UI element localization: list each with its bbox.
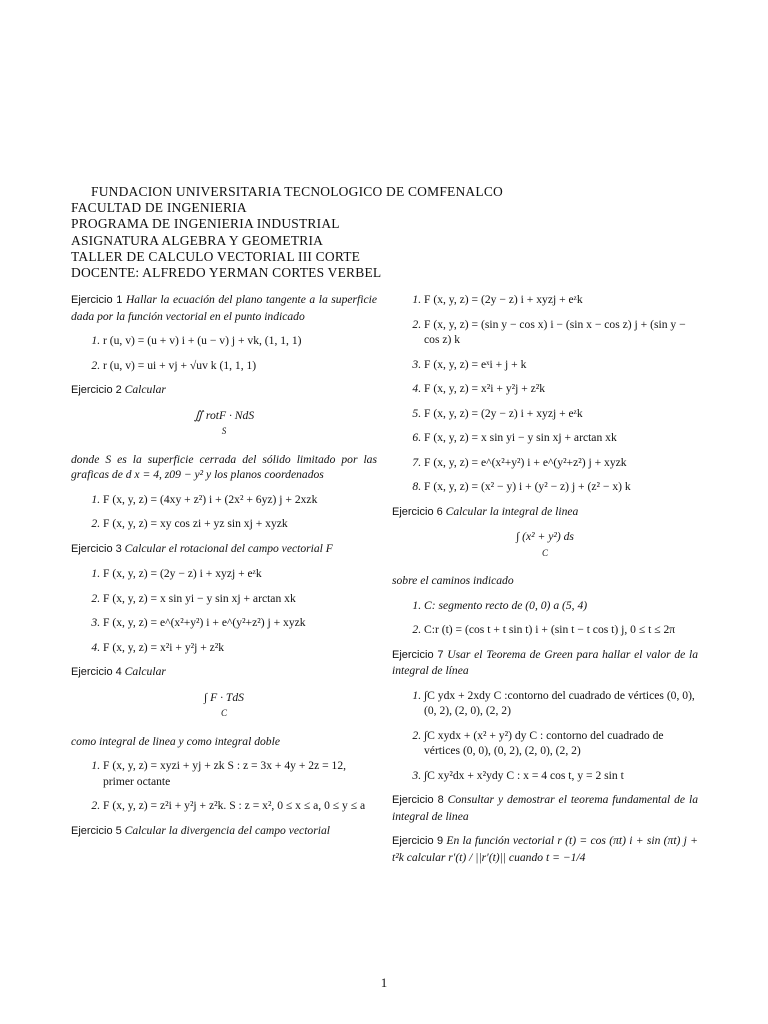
- page-number: 1: [380, 975, 388, 990]
- list-item: 2. C:r (t) = (cos t + t sin t) i + (sin t − t cos t) j, 0 ≤ t ≤ 2π: [424, 622, 698, 638]
- exercise-2-text: Calcular: [124, 383, 166, 396]
- list-item: 1. ∫C ydx + 2xdy C :contorno del cuadrado de vértices (0, 0), (0, 2), (2, 0), (2, 2): [424, 688, 698, 719]
- exercise-2-list: [71, 492, 377, 532]
- list-item: 4. F (x, y, z) = x²i + y²j + z²k: [103, 640, 377, 656]
- document-header: [71, 184, 503, 281]
- exercise-3-label: Ejercicio 3: [71, 542, 122, 555]
- list-item: 3. ∫C xy²dx + x²ydy C : x = 4 cos t, y = 2 sin t: [424, 768, 698, 784]
- exercise-8-text: Consultar y demostrar el teorema fundamental de la integral de linea: [392, 793, 698, 823]
- exercise-5-text: Calcular la divergencia del campo vectorial: [124, 823, 330, 837]
- formula-subscript: C: [220, 708, 227, 718]
- exercise-6-text: Calcular la integral de linea: [445, 504, 579, 518]
- list-item: 2. F (x, y, z) = xy cos zi + yz sin xj + xyzk: [103, 516, 377, 532]
- exercise-2: [71, 382, 377, 399]
- list-item: 2. F (x, y, z) = x sin yi − y sin xj + arctan xk: [103, 591, 377, 607]
- header-line-institution: FUNDACION UNIVERSITARIA TECNOLOGICO DE COMFENALCO: [91, 184, 503, 199]
- list-item: 3. F (x, y, z) = eˣi + j + k: [424, 357, 698, 373]
- exercise-2-after: donde S es la superficie cerrada del sólido limitado por las graficas de d x = 4, z09 − y² y los planos coordenados: [71, 452, 377, 481]
- formula: ∫ (x² + y²) ds: [516, 530, 574, 543]
- list-item: 8. F (x, y, z) = (x² − y) i + (y² − z) j + (z² − x) k: [424, 479, 698, 495]
- right-column: [392, 292, 698, 874]
- exercise-2-formula: [71, 408, 377, 440]
- exercise-6-label: Ejercicio 6: [392, 505, 443, 518]
- exercise-7: [392, 647, 698, 679]
- formula: ∫ F · TdS: [204, 690, 244, 704]
- exercise-8: [392, 792, 698, 824]
- list-item: 2. ∫C xydx + (x² + y²) dy C : contorno del cuadrado de vértices (0, 0), (0, 2), (2, 0), (2, 2): [424, 728, 698, 759]
- list-item: 6. F (x, y, z) = x sin yi − y sin xj + arctan xk: [424, 430, 698, 446]
- left-column: [71, 292, 377, 848]
- list-item: 3. F (x, y, z) = e^(x²+y²) i + e^(y²+z²) j + xyzk: [103, 615, 377, 631]
- exercise-1-label: Ejercicio 1: [71, 294, 123, 306]
- list-item: 2. r (u, v) = ui + vj + √uv k (1, 1, 1): [103, 358, 377, 374]
- exercise-7-list: [392, 688, 698, 784]
- exercise-1-list: [71, 333, 377, 373]
- exercise-2-label: Ejercicio 2: [71, 384, 122, 396]
- header-line-workshop: TALLER DE CALCULO VECTORIAL III CORTE: [71, 248, 361, 264]
- list-item: 5. F (x, y, z) = (2y − z) i + xyzj + eᶻk: [424, 406, 698, 422]
- exercise-9: [392, 833, 698, 865]
- exercise-8-label: Ejercicio 8: [392, 794, 444, 806]
- list-item: 1. F (x, y, z) = xyzi + yj + zk S : z = 3x + 4y + 2z = 12, primer octante: [103, 758, 377, 789]
- exercise-4-list: [71, 758, 377, 814]
- exercise-5: [71, 823, 377, 840]
- exercise-4-text: Calcular: [124, 665, 166, 678]
- exercise-1: [71, 292, 377, 324]
- exercise-6-formula: [392, 529, 698, 561]
- formula-subscript: C: [541, 547, 548, 558]
- list-item: 2. F (x, y, z) = z²i + y²j + z²k. S : z = x², 0 ≤ x ≤ a, 0 ≤ y ≤ a: [103, 798, 377, 814]
- header-line-program: PROGRAMA DE INGENIERIA INDUSTRIAL: [71, 216, 340, 232]
- header-line-teacher: DOCENTE: ALFREDO YERMAN CORTES VERBEL: [71, 265, 382, 281]
- list-item: 1. C: segmento recto de (0, 0) a (5, 4): [424, 598, 698, 614]
- exercise-6: [392, 504, 698, 521]
- exercise-3-text: Calcular el rotacional del campo vectorial F: [124, 541, 333, 555]
- header-line-subject: ASIGNATURA ALGEBRA Y GEOMETRIA: [71, 232, 324, 248]
- exercise-1-text: Hallar la ecuación del plano tangente a la superficie dada por la función vectorial en el punto indicado: [71, 293, 378, 323]
- exercise-4: [71, 664, 377, 681]
- exercise-5-list: [392, 292, 698, 495]
- header-line-faculty: FACULTAD DE INGENIERIA: [71, 200, 247, 216]
- exercise-3-list: [71, 566, 377, 655]
- exercise-4-formula: [71, 690, 377, 722]
- exercise-9-text: En la función vectorial r (t) = cos (πt) i + sin (πt) j + t²k calcular r′(t) / ||r′(t)|| cuando t = −1/4: [392, 834, 698, 864]
- exercise-7-label: Ejercicio 7: [392, 648, 444, 661]
- exercise-7-text: Usar el Teorema de Green para hallar el valor de la integral de línea: [392, 647, 698, 677]
- exercise-6-after: sobre el caminos indicado: [392, 574, 514, 587]
- list-item: 7. F (x, y, z) = e^(x²+y²) i + e^(y²+z²) j + xyzk: [424, 455, 698, 471]
- exercise-4-label: Ejercicio 4: [71, 666, 122, 678]
- exercise-4-after: como integral de linea y como integral doble: [71, 734, 280, 748]
- formula-subscript: S: [221, 426, 227, 436]
- list-item: 1. F (x, y, z) = (2y − z) i + xyzj + eᶻk: [103, 566, 377, 582]
- list-item: 2. F (x, y, z) = (sin y − cos x) i − (sin x − cos z) j + (sin y − cos z) k: [424, 317, 698, 348]
- formula: ∬ rotF · NdS: [193, 408, 255, 422]
- exercise-3: [71, 541, 377, 558]
- list-item: 1. F (x, y, z) = (4xy + z²) i + (2x² + 6yz) j + 2xzk: [103, 492, 377, 508]
- list-item: 1. r (u, v) = (u + v) i + (u − v) j + vk, (1, 1, 1): [103, 333, 377, 349]
- exercise-5-label: Ejercicio 5: [71, 824, 122, 837]
- exercise-9-label: Ejercicio 9: [392, 835, 444, 847]
- list-item: 4. F (x, y, z) = x²i + y²j + z²k: [424, 381, 698, 397]
- list-item: 1. F (x, y, z) = (2y − z) i + xyzj + eᶻk: [424, 292, 698, 308]
- exercise-6-list: [392, 598, 698, 638]
